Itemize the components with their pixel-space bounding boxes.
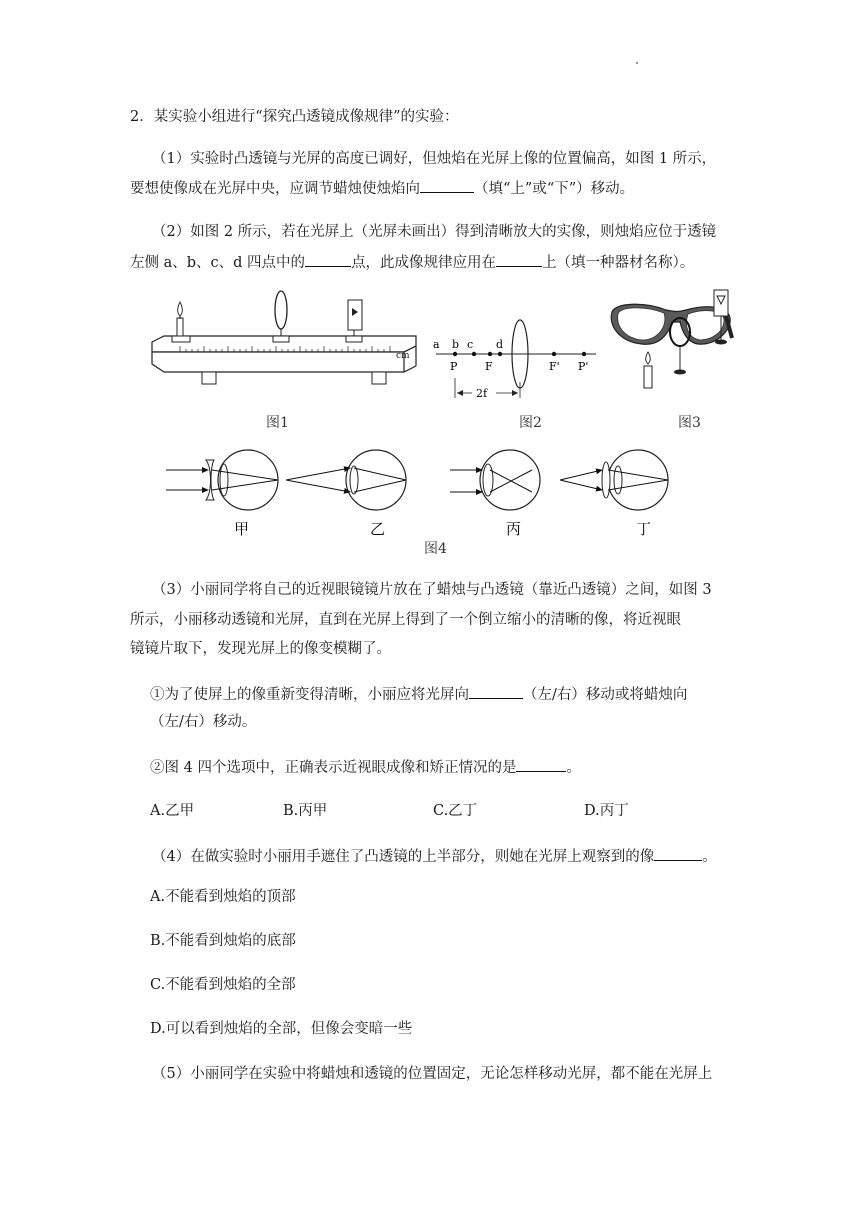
part2-line2-c: 上（填一种器材名称）。 [542,255,695,271]
fig2-label-F-prime: F' [549,360,560,373]
fig2-label-P: P [450,360,458,373]
part1-line2-b: （填“上”或“下”）移动。 [474,181,635,197]
part3-line2: 所示，小丽移动透镜和光屏，直到在光屏上得到了一个倒立缩小的清晰的像，将近视眼 [130,612,681,628]
fig2-label-d: d [496,338,504,351]
fig2-label-a: a [433,338,440,351]
question-number: 2． [130,109,154,125]
fig1-unit-label: cm [396,351,410,361]
fig2-label-2f: 2f [476,387,488,400]
part3-line1: （3）小丽同学将自己的近视眼镜镜片放在了蜡烛与凸透镜（靠近凸透镜）之间，如图 3 [152,582,712,598]
part4-line [152,846,717,867]
part3-sub2-b: 。 [566,760,581,776]
eye-diagram-jia [166,450,278,538]
part3-option-a[interactable]: A.乙甲 [150,803,195,819]
eye-diagram-bing [450,450,540,538]
part3-option-b[interactable]: B.丙甲 [283,803,328,819]
part3-line3: 镜镜片取下，发现光屏上的像变模糊了。 [130,641,391,657]
part4-line-a: （4）在做实验时小丽用手遮住了凸透镜的上半部分，则她在光屏上观察到的像 [152,849,655,865]
figure-2-caption: 图2 [519,415,542,431]
fig4-label-bing: 丙 [506,520,522,538]
eye-diagram-yi [286,450,406,538]
part3-sub1 [150,684,687,705]
figure-2-optical-axis [428,318,606,406]
answer-blank-4[interactable] [469,684,523,699]
question-stem-text: 某实验小组进行“探究凸透镜成像规律”的实验： [153,109,459,125]
part1-line2 [130,178,634,199]
figure-1-optical-bench [150,288,422,398]
part3-sub1-b: （左/右）移动或将蜡烛向 [523,687,688,703]
page-mark-dot [636,62,638,64]
part1-line2-a: 要想使像成在光屏中央，应调节蜡烛使烛焰向 [130,181,420,197]
eye-diagram-ding [560,450,668,538]
part4-option-d[interactable]: D.可以看到烛焰的全部，但像会变暗一些 [150,1021,413,1037]
part3-sub2 [150,757,581,778]
part3-option-c[interactable]: C.乙丁 [433,803,478,819]
part2-line2-a: 左侧 a、b、c、d 四点中的 [130,255,306,271]
part2-line2 [130,252,694,273]
part3-option-d[interactable]: D.丙丁 [584,803,629,819]
figure-3-glasses-setup [606,282,746,392]
part4-line-b: 。 [702,849,717,865]
fig4-label-yi: 乙 [370,520,386,538]
figure-3-caption: 图3 [678,415,701,431]
part4-option-b[interactable]: B.不能看到烛焰的底部 [150,933,296,949]
fig4-label-ding: 丁 [636,520,652,538]
part3-sub1-cont: （左/右）移动。 [150,714,257,730]
part4-option-c[interactable]: C.不能看到烛焰的全部 [150,977,296,993]
fig2-label-c: c [467,338,474,351]
figure-1-caption: 图1 [266,415,289,431]
answer-blank-3[interactable] [496,252,542,267]
part3-sub2-a: ②图 4 四个选项中，正确表示近视眼成像和矫正情况的是 [150,760,517,776]
fig2-label-P-prime: P' [578,360,589,373]
answer-blank-5[interactable] [516,757,566,772]
part2-line2-b: 点，此成像规律应用在 [351,255,497,271]
question-stem [130,107,459,127]
part1-line1: （1）实验时凸透镜与光屏的高度已调好，但烛焰在光屏上像的位置偏高，如图 1 所示， [152,151,717,167]
part3-sub1-a: ①为了使屏上的像重新变得清晰，小丽应将光屏向 [150,687,469,703]
fig2-label-F: F [485,360,493,373]
answer-blank-1[interactable] [420,178,474,193]
fig2-label-b: b [452,338,460,351]
answer-blank-2[interactable] [305,252,351,267]
part2-line1: （2）如图 2 所示，若在光屏上（光屏未画出）得到清晰放大的实像，则烛焰应位于透镜 [152,224,717,240]
fig4-label-jia: 甲 [234,520,250,538]
answer-blank-6[interactable] [654,846,702,861]
part4-option-a[interactable]: A.不能看到烛焰的顶部 [150,889,296,905]
figure-4-eye-diagrams [160,438,680,558]
figure-4-caption: 图4 [424,541,447,557]
part5-line1: （5）小丽同学在实验中将蜡烛和透镜的位置固定，无论怎样移动光屏，都不能在光屏上 [152,1066,713,1082]
